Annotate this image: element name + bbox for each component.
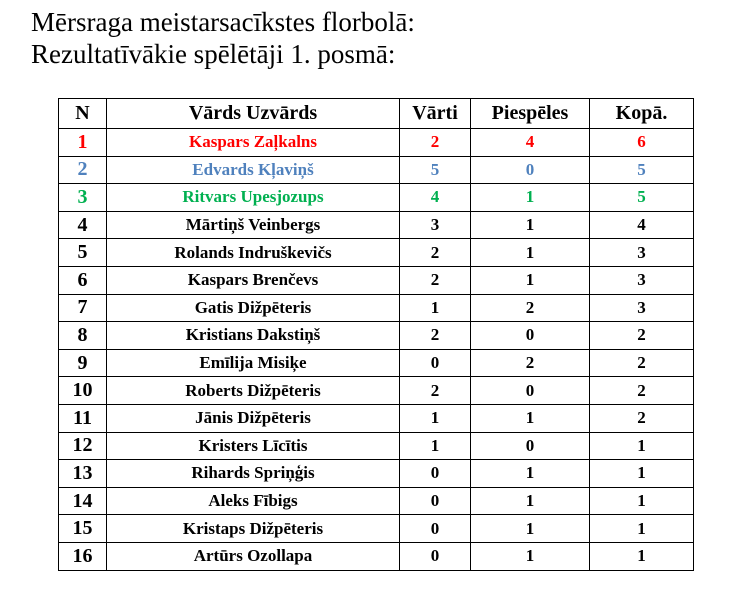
player-name-cell: Mārtiņš Veinbergs bbox=[107, 211, 400, 239]
rank-cell: 8 bbox=[59, 322, 107, 350]
assists-cell: 1 bbox=[471, 460, 590, 488]
total-cell: 5 bbox=[590, 184, 694, 212]
total-cell: 1 bbox=[590, 432, 694, 460]
goals-cell: 2 bbox=[400, 129, 471, 157]
player-name-cell: Emīlija Misiķe bbox=[107, 349, 400, 377]
assists-cell: 1 bbox=[471, 542, 590, 570]
table-row bbox=[59, 432, 694, 460]
player-name-cell: Rihards Spriņģis bbox=[107, 460, 400, 488]
total-cell: 4 bbox=[590, 211, 694, 239]
assists-cell: 1 bbox=[471, 487, 590, 515]
player-name-cell: Rolands Indruškevičs bbox=[107, 239, 400, 267]
goals-cell: 0 bbox=[400, 349, 471, 377]
player-name-cell: Ritvars Upesjozups bbox=[107, 184, 400, 212]
table-row bbox=[59, 515, 694, 543]
goals-cell: 1 bbox=[400, 432, 471, 460]
header-goals: Vārti bbox=[400, 99, 471, 129]
total-cell: 6 bbox=[590, 129, 694, 157]
table-body bbox=[59, 129, 694, 571]
rank-cell: 12 bbox=[59, 432, 107, 460]
table-row bbox=[59, 487, 694, 515]
rank-cell: 9 bbox=[59, 349, 107, 377]
total-cell: 3 bbox=[590, 266, 694, 294]
total-cell: 2 bbox=[590, 322, 694, 350]
rank-cell: 10 bbox=[59, 377, 107, 405]
goals-cell: 3 bbox=[400, 211, 471, 239]
rank-cell: 6 bbox=[59, 266, 107, 294]
rank-cell: 1 bbox=[59, 129, 107, 157]
assists-cell: 1 bbox=[471, 239, 590, 267]
heading-subtitle: Rezultatīvākie spēlētāji 1. posmā: bbox=[31, 39, 396, 69]
goals-cell: 2 bbox=[400, 239, 471, 267]
rank-cell: 14 bbox=[59, 487, 107, 515]
total-cell: 2 bbox=[590, 349, 694, 377]
assists-cell: 4 bbox=[471, 129, 590, 157]
table-header-row bbox=[59, 99, 694, 129]
player-name-cell: Kristers Līcītis bbox=[107, 432, 400, 460]
table-row bbox=[59, 460, 694, 488]
table-row bbox=[59, 129, 694, 157]
assists-cell: 1 bbox=[471, 211, 590, 239]
assists-cell: 1 bbox=[471, 266, 590, 294]
assists-cell: 2 bbox=[471, 349, 590, 377]
goals-cell: 0 bbox=[400, 515, 471, 543]
assists-cell: 1 bbox=[471, 515, 590, 543]
goals-cell: 2 bbox=[400, 266, 471, 294]
player-name-cell: Jānis Dižpēteris bbox=[107, 404, 400, 432]
goals-cell: 2 bbox=[400, 377, 471, 405]
table-row bbox=[59, 322, 694, 350]
total-cell: 5 bbox=[590, 156, 694, 184]
header-assists: Piespēles bbox=[471, 99, 590, 129]
rank-cell: 4 bbox=[59, 211, 107, 239]
assists-cell: 0 bbox=[471, 156, 590, 184]
table-row bbox=[59, 184, 694, 212]
goals-cell: 5 bbox=[400, 156, 471, 184]
total-cell: 3 bbox=[590, 239, 694, 267]
rank-cell: 15 bbox=[59, 515, 107, 543]
rank-cell: 2 bbox=[59, 156, 107, 184]
total-cell: 3 bbox=[590, 294, 694, 322]
header-name: Vārds Uzvārds bbox=[107, 99, 400, 129]
total-cell: 1 bbox=[590, 487, 694, 515]
player-name-cell: Artūrs Ozollapa bbox=[107, 542, 400, 570]
goals-cell: 0 bbox=[400, 460, 471, 488]
player-name-cell: Kristaps Dižpēteris bbox=[107, 515, 400, 543]
table-row bbox=[59, 211, 694, 239]
goals-cell: 2 bbox=[400, 322, 471, 350]
player-name-cell: Roberts Dižpēteris bbox=[107, 377, 400, 405]
rank-cell: 3 bbox=[59, 184, 107, 212]
rank-cell: 7 bbox=[59, 294, 107, 322]
assists-cell: 1 bbox=[471, 184, 590, 212]
table-row bbox=[59, 404, 694, 432]
player-name-cell: Kristians Dakstiņš bbox=[107, 322, 400, 350]
total-cell: 1 bbox=[590, 542, 694, 570]
assists-cell: 0 bbox=[471, 322, 590, 350]
header-number: N bbox=[59, 99, 107, 129]
total-cell: 2 bbox=[590, 377, 694, 405]
table-row bbox=[59, 239, 694, 267]
player-name-cell: Edvards Kļaviņš bbox=[107, 156, 400, 184]
table-row bbox=[59, 542, 694, 570]
table-row bbox=[59, 349, 694, 377]
rank-cell: 13 bbox=[59, 460, 107, 488]
assists-cell: 1 bbox=[471, 404, 590, 432]
heading-title: Mērsraga meistarsacīkstes florbolā: bbox=[31, 7, 415, 37]
player-name-cell: Kaspars Brenčevs bbox=[107, 266, 400, 294]
rank-cell: 11 bbox=[59, 404, 107, 432]
total-cell: 2 bbox=[590, 404, 694, 432]
table-row bbox=[59, 156, 694, 184]
goals-cell: 4 bbox=[400, 184, 471, 212]
player-name-cell: Aleks Fībigs bbox=[107, 487, 400, 515]
goals-cell: 0 bbox=[400, 542, 471, 570]
page-heading bbox=[31, 6, 415, 70]
goals-cell: 1 bbox=[400, 294, 471, 322]
table-row bbox=[59, 377, 694, 405]
assists-cell: 0 bbox=[471, 377, 590, 405]
total-cell: 1 bbox=[590, 460, 694, 488]
assists-cell: 2 bbox=[471, 294, 590, 322]
scorers-table bbox=[58, 98, 694, 571]
goals-cell: 1 bbox=[400, 404, 471, 432]
rank-cell: 5 bbox=[59, 239, 107, 267]
player-name-cell: Kaspars Zaļkalns bbox=[107, 129, 400, 157]
player-name-cell: Gatis Dižpēteris bbox=[107, 294, 400, 322]
assists-cell: 0 bbox=[471, 432, 590, 460]
rank-cell: 16 bbox=[59, 542, 107, 570]
table-row bbox=[59, 266, 694, 294]
goals-cell: 0 bbox=[400, 487, 471, 515]
total-cell: 1 bbox=[590, 515, 694, 543]
table-row bbox=[59, 294, 694, 322]
header-total: Kopā. bbox=[590, 99, 694, 129]
